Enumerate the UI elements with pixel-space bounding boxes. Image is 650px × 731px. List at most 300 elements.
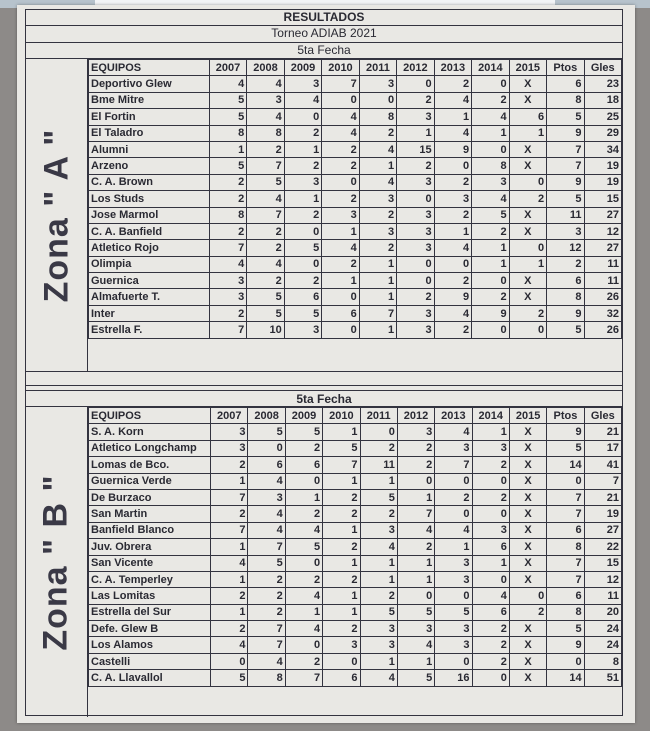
- table-cell: 3: [211, 424, 248, 440]
- table-cell: 4: [472, 588, 509, 604]
- table-cell: 8: [547, 289, 584, 305]
- table-cell: 5: [247, 174, 284, 190]
- table-cell: 1: [397, 555, 434, 571]
- table-cell: 2: [209, 305, 246, 321]
- table-cell: 4: [397, 522, 434, 538]
- table-cell: X: [509, 506, 546, 522]
- table-cell: 3: [435, 571, 472, 587]
- table-cell: 1: [359, 273, 396, 289]
- table-cell: 1: [322, 273, 359, 289]
- table-cell: 0: [248, 440, 285, 456]
- table-cell: 3: [435, 555, 472, 571]
- table-cell: 3: [360, 522, 397, 538]
- column-header: 2008: [248, 408, 285, 424]
- team-name: Lomas de Bco.: [89, 457, 211, 473]
- table-cell: 17: [584, 440, 621, 456]
- table-cell: 2: [509, 604, 546, 620]
- table-cell: 9: [547, 424, 584, 440]
- table-cell: 3: [284, 76, 321, 92]
- table-cell: X: [509, 92, 546, 108]
- table-cell: 2: [322, 256, 359, 272]
- table-cell: 4: [359, 174, 396, 190]
- table-cell: 1: [434, 223, 471, 239]
- table-cell: 3: [397, 305, 434, 321]
- table-cell: 2: [472, 289, 509, 305]
- table-cell: 2: [285, 506, 322, 522]
- table-cell: 7: [547, 141, 584, 157]
- table-cell: 1: [284, 191, 321, 207]
- table-cell: 3: [472, 440, 509, 456]
- table-cell: 2: [248, 571, 285, 587]
- table-cell: 2: [209, 174, 246, 190]
- table-cell: 2: [323, 571, 360, 587]
- column-header: 2014: [472, 408, 509, 424]
- table-cell: 1: [360, 555, 397, 571]
- table-cell: 14: [547, 670, 584, 686]
- table-cell: 8: [472, 158, 509, 174]
- table-cell: 3: [397, 109, 434, 125]
- table-cell: 0: [547, 473, 584, 489]
- table-cell: 3: [323, 637, 360, 653]
- table-cell: 5: [397, 604, 434, 620]
- table-cell: 26: [584, 289, 622, 305]
- table-cell: 1: [322, 223, 359, 239]
- table-cell: 32: [584, 305, 622, 321]
- table-cell: 5: [360, 604, 397, 620]
- zone-b-label-text: Zona " B ": [37, 473, 76, 651]
- table-cell: 1: [509, 256, 546, 272]
- table-cell: 4: [247, 76, 284, 92]
- table-cell: 2: [472, 489, 509, 505]
- table-cell: 0: [284, 109, 321, 125]
- table-cell: 0: [435, 473, 472, 489]
- table-cell: 0: [472, 322, 509, 338]
- table-cell: 5: [323, 440, 360, 456]
- table-cell: X: [509, 440, 546, 456]
- table-cell: 2: [322, 191, 359, 207]
- table-cell: 19: [584, 158, 622, 174]
- table-cell: 4: [435, 424, 472, 440]
- table-cell: 8: [359, 109, 396, 125]
- table-cell: 4: [360, 670, 397, 686]
- table-cell: 11: [360, 457, 397, 473]
- table-cell: 5: [247, 289, 284, 305]
- table-row: [89, 489, 622, 505]
- team-name: San Martin: [89, 506, 211, 522]
- table-cell: 0: [547, 653, 584, 669]
- table-cell: 5: [360, 489, 397, 505]
- table-cell: 3: [359, 191, 396, 207]
- table-cell: 0: [472, 473, 509, 489]
- table-row: [89, 621, 622, 637]
- table-cell: 3: [360, 637, 397, 653]
- table-row: [89, 273, 622, 289]
- table-cell: 2: [472, 457, 509, 473]
- table-cell: 24: [584, 621, 621, 637]
- table-cell: X: [509, 539, 546, 555]
- table-cell: 1: [323, 604, 360, 620]
- team-name: Guernica: [89, 273, 210, 289]
- table-cell: 4: [247, 256, 284, 272]
- table-cell: 0: [472, 76, 509, 92]
- table-header-row: [89, 408, 622, 424]
- table-cell: 1: [211, 473, 248, 489]
- table-cell: 11: [547, 207, 584, 223]
- table-cell: 0: [509, 588, 546, 604]
- column-header: 2014: [472, 60, 509, 76]
- table-cell: 26: [584, 322, 622, 338]
- table-cell: 7: [547, 555, 584, 571]
- table-cell: 11: [584, 588, 621, 604]
- table-cell: 2: [285, 440, 322, 456]
- table-cell: 2: [284, 207, 321, 223]
- table-cell: 7: [211, 522, 248, 538]
- table-cell: 0: [285, 637, 322, 653]
- column-header: 2010: [323, 408, 360, 424]
- table-cell: 0: [509, 174, 546, 190]
- column-header: Ptos: [547, 60, 584, 76]
- table-cell: 4: [248, 653, 285, 669]
- table-cell: 4: [434, 92, 471, 108]
- table-cell: X: [509, 424, 546, 440]
- table-row: [89, 174, 622, 190]
- table-cell: 0: [435, 653, 472, 669]
- table-cell: 7: [248, 621, 285, 637]
- table-cell: 6: [285, 457, 322, 473]
- table-cell: X: [509, 489, 546, 505]
- table-cell: 0: [397, 588, 434, 604]
- table-cell: 4: [209, 76, 246, 92]
- table-cell: 0: [322, 92, 359, 108]
- table-cell: 4: [247, 191, 284, 207]
- table-cell: 29: [584, 125, 622, 141]
- table-cell: 4: [248, 473, 285, 489]
- table-cell: 4: [322, 109, 359, 125]
- table-cell: 8: [248, 670, 285, 686]
- team-name: C. A. Banfield: [89, 223, 210, 239]
- results-sheet: [17, 5, 635, 723]
- table-row: [89, 555, 622, 571]
- table-cell: 4: [397, 637, 434, 653]
- table-cell: 7: [397, 506, 434, 522]
- table-row: [89, 207, 622, 223]
- table-cell: 3: [209, 273, 246, 289]
- table-cell: 1: [472, 424, 509, 440]
- table-row: [89, 305, 622, 321]
- table-cell: 3: [435, 440, 472, 456]
- table-cell: 2: [211, 457, 248, 473]
- table-cell: 2: [211, 621, 248, 637]
- table-cell: 27: [584, 240, 622, 256]
- table-cell: 2: [509, 191, 546, 207]
- table-cell: 4: [322, 125, 359, 141]
- table-cell: 19: [584, 174, 622, 190]
- table-cell: 4: [285, 621, 322, 637]
- column-header: 2010: [322, 60, 359, 76]
- team-name: Estrella F.: [89, 322, 210, 338]
- table-cell: 2: [360, 506, 397, 522]
- table-cell: 0: [285, 473, 322, 489]
- table-cell: 7: [248, 637, 285, 653]
- table-cell: 10: [247, 322, 284, 338]
- table-cell: 20: [584, 604, 621, 620]
- table-cell: 5: [472, 207, 509, 223]
- column-header: Ptos: [547, 408, 584, 424]
- table-cell: 4: [247, 109, 284, 125]
- table-cell: 23: [584, 76, 622, 92]
- table-cell: 1: [359, 158, 396, 174]
- table-cell: 5: [211, 670, 248, 686]
- team-name: Atletico Rojo: [89, 240, 210, 256]
- table-row: [89, 670, 622, 686]
- column-header: 2012: [397, 60, 434, 76]
- table-cell: 2: [359, 207, 396, 223]
- table-cell: 2: [397, 158, 434, 174]
- table-row: [89, 571, 622, 587]
- table-cell: 1: [323, 473, 360, 489]
- table-cell: 6: [472, 604, 509, 620]
- column-header: 2011: [360, 408, 397, 424]
- column-header: 2012: [397, 408, 434, 424]
- table-cell: 0: [284, 223, 321, 239]
- sheet-subtitle: Torneo ADIAB 2021: [26, 26, 622, 43]
- table-cell: 0: [360, 424, 397, 440]
- column-header: 2011: [359, 60, 396, 76]
- table-cell: 7: [547, 489, 584, 505]
- table-cell: 5: [284, 305, 321, 321]
- table-cell: 8: [547, 92, 584, 108]
- table-cell: 4: [472, 191, 509, 207]
- table-cell: 1: [323, 588, 360, 604]
- table-cell: 16: [435, 670, 472, 686]
- team-name: Almafuerte T.: [89, 289, 210, 305]
- table-cell: 25: [584, 109, 622, 125]
- table-cell: 1: [397, 125, 434, 141]
- column-header: 2013: [434, 60, 471, 76]
- table-cell: 2: [284, 158, 321, 174]
- table-row: [89, 289, 622, 305]
- column-header: EQUIPOS: [89, 60, 210, 76]
- table-cell: 6: [323, 670, 360, 686]
- table-cell: X: [509, 273, 546, 289]
- table-cell: 12: [547, 240, 584, 256]
- table-cell: 4: [209, 256, 246, 272]
- table-row: [89, 125, 622, 141]
- table-cell: 7: [248, 539, 285, 555]
- table-cell: 2: [247, 141, 284, 157]
- table-cell: 1: [359, 289, 396, 305]
- table-cell: 7: [211, 489, 248, 505]
- table-cell: 6: [248, 457, 285, 473]
- table-cell: 3: [359, 76, 396, 92]
- table-row: [89, 440, 622, 456]
- table-cell: 2: [435, 489, 472, 505]
- table-cell: 3: [359, 223, 396, 239]
- table-cell: 0: [322, 289, 359, 305]
- table-cell: 5: [209, 109, 246, 125]
- table-cell: 2: [472, 92, 509, 108]
- table-cell: 5: [547, 621, 584, 637]
- table-cell: 0: [322, 174, 359, 190]
- table-cell: 0: [472, 273, 509, 289]
- table-cell: 7: [584, 473, 621, 489]
- table-cell: 1: [211, 539, 248, 555]
- table-cell: 21: [584, 489, 621, 505]
- table-row: [89, 506, 622, 522]
- team-name: C. A. Brown: [89, 174, 210, 190]
- table-cell: 8: [547, 604, 584, 620]
- table-cell: 1: [397, 571, 434, 587]
- table-cell: 1: [359, 256, 396, 272]
- column-header: Gles: [584, 408, 621, 424]
- table-cell: 3: [397, 240, 434, 256]
- table-cell: 1: [323, 424, 360, 440]
- table-cell: 2: [359, 240, 396, 256]
- table-row: [89, 588, 622, 604]
- table-cell: 0: [322, 322, 359, 338]
- table-cell: 1: [435, 539, 472, 555]
- table-cell: 3: [472, 174, 509, 190]
- table-cell: 6: [472, 539, 509, 555]
- table-cell: 2: [248, 604, 285, 620]
- table-cell: 3: [247, 92, 284, 108]
- table-cell: 18: [584, 92, 622, 108]
- table-cell: 11: [584, 256, 622, 272]
- table-cell: 15: [584, 191, 622, 207]
- table-cell: 14: [547, 457, 584, 473]
- table-cell: 6: [547, 273, 584, 289]
- table-cell: X: [509, 207, 546, 223]
- team-name: Olimpia: [89, 256, 210, 272]
- column-header: EQUIPOS: [89, 408, 211, 424]
- table-cell: 7: [285, 670, 322, 686]
- table-cell: X: [509, 223, 546, 239]
- table-cell: 4: [434, 240, 471, 256]
- table-cell: 2: [209, 191, 246, 207]
- table-cell: 5: [397, 670, 434, 686]
- table-cell: 6: [509, 109, 546, 125]
- table-cell: 2: [434, 207, 471, 223]
- table-cell: 5: [248, 555, 285, 571]
- table-cell: 2: [323, 539, 360, 555]
- column-header: Gles: [584, 60, 622, 76]
- table-cell: 7: [209, 240, 246, 256]
- column-header: 2009: [285, 408, 322, 424]
- table-cell: 4: [248, 522, 285, 538]
- table-cell: 5: [284, 240, 321, 256]
- table-cell: 5: [247, 305, 284, 321]
- table-cell: 6: [547, 522, 584, 538]
- table-cell: 34: [584, 141, 622, 157]
- zone-b-fecha: 5ta Fecha: [26, 390, 622, 407]
- table-row: [89, 256, 622, 272]
- table-cell: 22: [584, 539, 621, 555]
- table-cell: 9: [547, 305, 584, 321]
- team-name: Alumni: [89, 141, 210, 157]
- team-name: S. A. Korn: [89, 424, 211, 440]
- table-cell: 3: [284, 322, 321, 338]
- table-cell: 1: [472, 240, 509, 256]
- table-cell: 9: [547, 174, 584, 190]
- table-cell: 12: [584, 223, 622, 239]
- column-header: 2007: [209, 60, 246, 76]
- table-cell: 2: [472, 653, 509, 669]
- table-cell: X: [509, 76, 546, 92]
- table-cell: 1: [209, 141, 246, 157]
- table-cell: 2: [547, 256, 584, 272]
- table-cell: 2: [397, 92, 434, 108]
- team-name: De Burzaco: [89, 489, 211, 505]
- table-cell: 9: [547, 125, 584, 141]
- table-cell: 5: [209, 158, 246, 174]
- table-row: [89, 424, 622, 440]
- table-cell: 0: [509, 322, 546, 338]
- column-header: 2008: [247, 60, 284, 76]
- table-cell: 3: [284, 174, 321, 190]
- table-cell: 0: [397, 76, 434, 92]
- table-cell: 0: [397, 256, 434, 272]
- table-cell: 2: [472, 223, 509, 239]
- table-row: [89, 473, 622, 489]
- table-row: [89, 322, 622, 338]
- table-cell: 5: [547, 322, 584, 338]
- table-cell: 5: [547, 440, 584, 456]
- table-row: [89, 604, 622, 620]
- table-cell: 7: [359, 305, 396, 321]
- table-cell: X: [509, 555, 546, 571]
- table-cell: 3: [434, 191, 471, 207]
- zone-a-fecha: 5ta Fecha: [26, 43, 622, 59]
- table-cell: 4: [285, 522, 322, 538]
- table-cell: 5: [435, 604, 472, 620]
- team-name: El Fortin: [89, 109, 210, 125]
- table-cell: 6: [322, 305, 359, 321]
- table-cell: 8: [547, 539, 584, 555]
- team-name: Las Lomitas: [89, 588, 211, 604]
- table-cell: 3: [209, 289, 246, 305]
- table-cell: 4: [435, 522, 472, 538]
- table-cell: 3: [397, 621, 434, 637]
- table-cell: 2: [209, 223, 246, 239]
- table-row: [89, 539, 622, 555]
- table-cell: 0: [323, 653, 360, 669]
- column-header: 2009: [284, 60, 321, 76]
- table-cell: 2: [285, 653, 322, 669]
- zone-b-label: [26, 407, 88, 717]
- table-cell: 2: [434, 273, 471, 289]
- table-cell: 4: [434, 125, 471, 141]
- table-cell: X: [509, 141, 546, 157]
- table-row: [89, 457, 622, 473]
- table-cell: 0: [285, 555, 322, 571]
- table-row: [89, 158, 622, 174]
- table-cell: 2: [247, 240, 284, 256]
- table-row: [89, 141, 622, 157]
- table-cell: 3: [322, 207, 359, 223]
- table-cell: 2: [323, 621, 360, 637]
- table-cell: 2: [397, 440, 434, 456]
- table-cell: 2: [434, 174, 471, 190]
- table-cell: 2: [247, 223, 284, 239]
- table-cell: 1: [285, 489, 322, 505]
- table-cell: 4: [359, 141, 396, 157]
- table-cell: 8: [209, 207, 246, 223]
- table-cell: 2: [322, 141, 359, 157]
- sheet-title: RESULTADOS: [26, 10, 622, 26]
- section-separator: [26, 371, 622, 386]
- table-cell: 1: [434, 109, 471, 125]
- table-cell: 1: [397, 653, 434, 669]
